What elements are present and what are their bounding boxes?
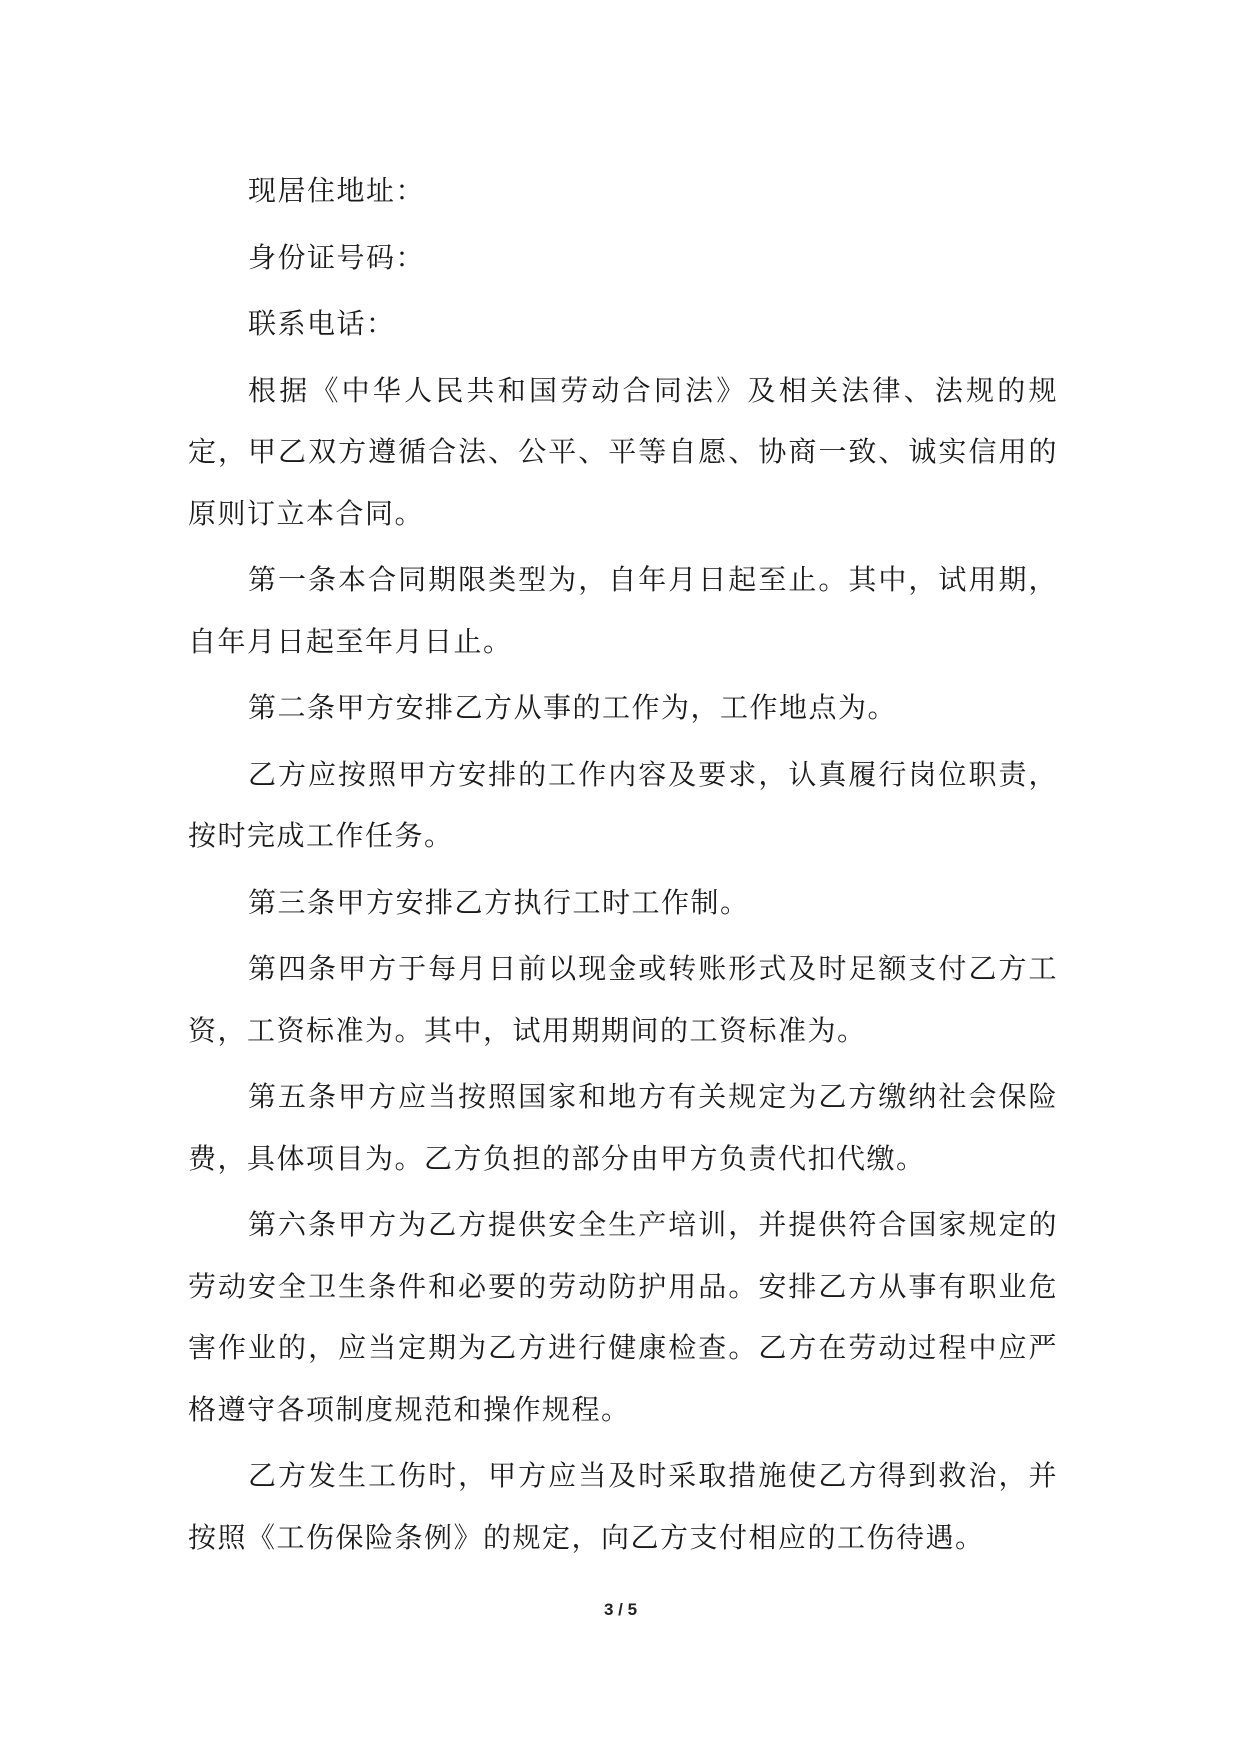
article-4: 第四条甲方于每月日前以现金或转账形式及时足额支付乙方工资，工资标准为。其中，试用期期间的工资标准为。 [188,952,1058,1047]
page-number: 3 / 5 [603,1600,638,1619]
article-3: 第三条甲方安排乙方执行工时工作制。 [248,885,750,919]
article-5: 第五条甲方应当按照国家和地方有关规定为乙方缴纳社会保险费，具体项目为。乙方负担的部分由甲方负责代扣代缴。 [188,1080,1058,1175]
article-2-duties: 乙方应按照甲方安排的工作内容及要求，认真履行岗位职责，按时完成工作任务。 [188,757,1058,852]
contract-preamble: 根据《中华人民共和国劳动合同法》及相关法律、法规的规定，甲乙双方遵循合法、公平、平等自愿、协商一致、诚实信用的原则订立本合同。 [188,373,1058,530]
article-1: 第一条本合同期限类型为，自年月日起至止。其中，试用期，自年月日起至年月日止。 [188,563,1058,658]
article-2: 第二条甲方安排乙方从事的工作为，工作地点为。 [248,691,898,724]
field-current-address: 现居住地址： [248,174,426,207]
article-6-injury: 乙方发生工伤时，甲方应当及时采取措施使乙方得到救治，并按照《工伤保险条例》的规定，向乙方支付相应的工伤待遇。 [188,1459,1058,1554]
document-body [188,160,1058,1573]
article-6: 第六条甲方为乙方提供安全生产培训，并提供符合国家规定的劳动安全卫生条件和必要的劳动防护用品。安排乙方从事有职业危害作业的，应当定期为乙方进行健康检查。乙方在劳动过程中应严格遵守各项制度规范和操作规程。 [188,1208,1058,1426]
field-id-number: 身份证号码： [248,240,426,274]
field-phone: 联系电话： [248,307,396,340]
